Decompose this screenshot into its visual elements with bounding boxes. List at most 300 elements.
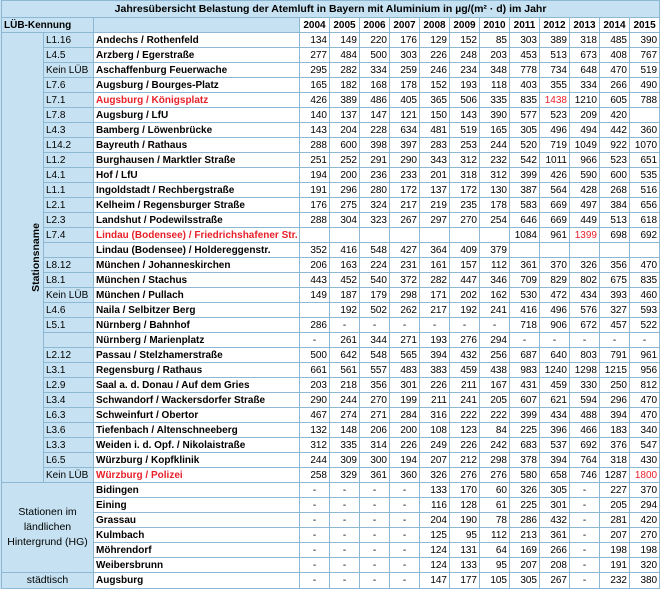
value-cell: 217 <box>390 198 420 213</box>
value-cell: 267 <box>390 213 420 228</box>
value-cell: 483 <box>390 363 420 378</box>
value-cell <box>330 228 360 243</box>
value-cell: 208 <box>540 558 570 573</box>
value-cell: - <box>300 573 330 589</box>
value-cell: 361 <box>540 528 570 543</box>
value-cell: 206 <box>360 423 390 438</box>
value-cell: 105 <box>480 573 510 589</box>
value-cell: 123 <box>450 423 480 438</box>
value-cell: - <box>570 483 600 498</box>
value-cell: 460 <box>630 288 660 303</box>
value-cell: - <box>360 498 390 513</box>
table-row <box>2 558 660 573</box>
value-cell: 600 <box>600 168 630 183</box>
value-cell: - <box>330 558 360 573</box>
table-row <box>2 483 660 498</box>
value-cell: 284 <box>390 408 420 423</box>
value-cell: 523 <box>540 108 570 123</box>
value-cell: 323 <box>360 213 390 228</box>
value-cell: 470 <box>630 258 660 273</box>
station-id: L7.1 <box>44 93 94 108</box>
value-cell: 137 <box>420 183 450 198</box>
value-cell: 420 <box>600 108 630 123</box>
value-cell: 121 <box>390 108 420 123</box>
value-cell: 1070 <box>630 138 660 153</box>
value-cell: 266 <box>540 543 570 558</box>
station-id: Kein LÜB <box>44 63 94 78</box>
value-cell: 268 <box>600 183 630 198</box>
value-cell: 485 <box>600 33 630 48</box>
value-cell <box>300 303 330 318</box>
value-cell <box>630 243 660 258</box>
value-cell: 470 <box>630 408 660 423</box>
value-cell: 746 <box>570 468 600 483</box>
value-cell: 271 <box>390 333 420 348</box>
value-cell: 340 <box>630 423 660 438</box>
year-header: 2009 <box>450 18 480 33</box>
kennung-header: LÜB-Kennung <box>2 18 94 33</box>
value-cell: 266 <box>600 78 630 93</box>
value-cell: 259 <box>390 63 420 78</box>
value-cell: 1011 <box>540 153 570 168</box>
value-cell: 590 <box>570 168 600 183</box>
value-cell: 427 <box>390 243 420 258</box>
year-header: 2012 <box>540 18 570 33</box>
value-cell: 169 <box>510 543 540 558</box>
value-cell: 244 <box>480 138 510 153</box>
table-row <box>2 33 660 48</box>
value-cell: 335 <box>480 93 510 108</box>
table-row <box>2 303 660 318</box>
value-cell: 270 <box>630 528 660 543</box>
year-header: 2004 <box>300 18 330 33</box>
value-cell: 1399 <box>570 228 600 243</box>
value-cell: 267 <box>540 573 570 589</box>
value-cell: 557 <box>360 363 390 378</box>
value-cell: 276 <box>450 333 480 348</box>
value-cell: 198 <box>630 543 660 558</box>
value-cell: 443 <box>300 273 330 288</box>
value-cell: 698 <box>600 228 630 243</box>
value-cell: 251 <box>300 153 330 168</box>
value-cell: - <box>390 483 420 498</box>
value-cell: 961 <box>540 228 570 243</box>
value-cell: - <box>390 528 420 543</box>
value-cell: 290 <box>300 393 330 408</box>
value-cell: 275 <box>330 198 360 213</box>
value-cell: 390 <box>630 33 660 48</box>
value-cell: 535 <box>630 168 660 183</box>
value-cell: 291 <box>360 153 390 168</box>
value-cell: 390 <box>480 108 510 123</box>
value-cell: 389 <box>540 33 570 48</box>
value-cell: 226 <box>450 438 480 453</box>
value-cell: 152 <box>420 78 450 93</box>
table-row <box>2 258 660 273</box>
value-cell: 274 <box>330 408 360 423</box>
value-cell: 108 <box>420 423 450 438</box>
value-cell: 249 <box>420 438 450 453</box>
value-cell: 232 <box>600 573 630 589</box>
value-cell: 428 <box>570 183 600 198</box>
value-cell: 447 <box>450 273 480 288</box>
station-name: Lindau (Bodensee) / Friedrichshafener Str. <box>94 228 300 243</box>
value-cell: 513 <box>600 213 630 228</box>
value-cell: 60 <box>480 483 510 498</box>
value-cell: 254 <box>480 213 510 228</box>
value-cell: 147 <box>360 108 390 123</box>
value-cell: 85 <box>480 33 510 48</box>
value-cell: 576 <box>570 303 600 318</box>
station-name: Grassau <box>94 513 300 528</box>
table-row <box>2 48 660 63</box>
year-header: 2005 <box>330 18 360 33</box>
value-cell: 228 <box>360 123 390 138</box>
value-cell: 112 <box>480 258 510 273</box>
value-cell: 607 <box>510 393 540 408</box>
value-cell: - <box>330 513 360 528</box>
value-cell: 262 <box>390 303 420 318</box>
station-id: L1.1 <box>44 183 94 198</box>
value-cell: 709 <box>510 273 540 288</box>
value-cell: 296 <box>330 183 360 198</box>
table-row <box>2 93 660 108</box>
value-cell: 370 <box>540 258 570 273</box>
value-cell: 242 <box>480 438 510 453</box>
value-cell: - <box>300 513 330 528</box>
value-cell: 222 <box>450 408 480 423</box>
value-cell: 125 <box>420 528 450 543</box>
year-header: 2011 <box>510 18 540 33</box>
value-cell: 502 <box>360 303 390 318</box>
value-cell: - <box>330 318 360 333</box>
value-cell: 244 <box>330 393 360 408</box>
value-cell: 326 <box>570 258 600 273</box>
table-row <box>2 213 660 228</box>
year-header: 2015 <box>630 18 660 33</box>
value-cell: 236 <box>360 168 390 183</box>
value-cell: 519 <box>450 123 480 138</box>
value-cell: 152 <box>450 33 480 48</box>
table-row <box>2 228 660 243</box>
station-id: L4.1 <box>44 168 94 183</box>
value-cell: 165 <box>480 123 510 138</box>
table-row <box>2 438 660 453</box>
value-cell: 420 <box>630 513 660 528</box>
value-cell: - <box>300 333 330 348</box>
value-cell: 393 <box>600 288 630 303</box>
value-cell: 348 <box>480 63 510 78</box>
value-cell: 372 <box>390 273 420 288</box>
year-header: 2013 <box>570 18 600 33</box>
value-cell: 314 <box>360 438 390 453</box>
value-cell: 294 <box>630 498 660 513</box>
station-id: Kein LÜB <box>44 288 94 303</box>
value-cell: 61 <box>480 498 510 513</box>
station-id: Kein LÜB <box>44 468 94 483</box>
value-cell: 219 <box>420 198 450 213</box>
station-name: Augsburg / LfU <box>94 108 300 123</box>
table-row <box>2 63 660 78</box>
value-cell: - <box>360 558 390 573</box>
value-cell: 352 <box>300 243 330 258</box>
value-cell: 207 <box>420 453 450 468</box>
value-cell: 200 <box>390 423 420 438</box>
value-cell: 276 <box>480 468 510 483</box>
group-label-hg: Stationen im ländlichen Hintergrund (HG) <box>2 483 94 573</box>
value-cell: 537 <box>540 438 570 453</box>
station-id: L3.4 <box>44 393 94 408</box>
station-name: Saal a. d. Donau / Auf dem Gries <box>94 378 300 393</box>
station-id: L3.6 <box>44 423 94 438</box>
value-cell: 383 <box>420 363 450 378</box>
value-cell: 466 <box>570 423 600 438</box>
value-cell: 642 <box>330 348 360 363</box>
value-cell: 140 <box>300 108 330 123</box>
value-cell: 397 <box>390 138 420 153</box>
value-cell: 150 <box>420 108 450 123</box>
table-row <box>2 498 660 513</box>
value-cell: 194 <box>300 168 330 183</box>
value-cell: 467 <box>300 408 330 423</box>
value-cell: 231 <box>390 258 420 273</box>
value-cell: 1800 <box>630 468 660 483</box>
value-cell: 356 <box>360 378 390 393</box>
value-cell: 457 <box>600 318 630 333</box>
value-cell: 241 <box>450 393 480 408</box>
value-cell: 829 <box>540 273 570 288</box>
value-cell: 600 <box>330 138 360 153</box>
value-cell: 692 <box>570 438 600 453</box>
value-cell: 211 <box>450 378 480 393</box>
value-cell: - <box>420 318 450 333</box>
value-cell: 481 <box>420 123 450 138</box>
value-cell: 364 <box>420 243 450 258</box>
value-cell: 320 <box>630 558 660 573</box>
value-cell: 261 <box>330 333 360 348</box>
title-row <box>2 1 660 18</box>
value-cell: 270 <box>450 213 480 228</box>
value-cell: 303 <box>510 33 540 48</box>
station-name: Augsburg / Königsplatz <box>94 93 300 108</box>
value-cell: 286 <box>510 513 540 528</box>
value-cell: 167 <box>480 378 510 393</box>
value-cell: 486 <box>360 93 390 108</box>
value-cell: 297 <box>420 213 450 228</box>
value-cell: 298 <box>480 453 510 468</box>
value-cell: 803 <box>570 348 600 363</box>
value-cell: 530 <box>510 288 540 303</box>
value-cell: 252 <box>330 153 360 168</box>
value-cell: 294 <box>480 333 510 348</box>
value-cell: 205 <box>600 498 630 513</box>
value-cell: 183 <box>600 423 630 438</box>
station-name: Hof / LfU <box>94 168 300 183</box>
station-name: München / Stachus <box>94 273 300 288</box>
station-id: L2.1 <box>44 198 94 213</box>
value-cell: 683 <box>510 438 540 453</box>
value-cell: 176 <box>300 198 330 213</box>
value-cell: 360 <box>390 468 420 483</box>
value-cell: - <box>570 513 600 528</box>
value-cell: 199 <box>390 393 420 408</box>
value-cell: 296 <box>600 393 630 408</box>
value-cell: 143 <box>300 123 330 138</box>
value-cell: 304 <box>330 213 360 228</box>
value-cell: - <box>540 333 570 348</box>
value-cell: 163 <box>330 258 360 273</box>
station-name: Weiden i. d. Opf. / Nikolaistraße <box>94 438 300 453</box>
value-cell: 288 <box>300 138 330 153</box>
value-cell: 226 <box>420 378 450 393</box>
table-row <box>2 528 660 543</box>
value-cell: 405 <box>390 93 420 108</box>
value-cell: 149 <box>330 33 360 48</box>
station-name: München / Pullach <box>94 288 300 303</box>
value-cell: 329 <box>330 468 360 483</box>
table-row <box>2 393 660 408</box>
value-cell: 561 <box>330 363 360 378</box>
value-cell: 182 <box>330 78 360 93</box>
table-row <box>2 348 660 363</box>
table-row <box>2 453 660 468</box>
station-name: München / Johanneskirchen <box>94 258 300 273</box>
value-cell: 191 <box>300 183 330 198</box>
value-cell: 270 <box>360 393 390 408</box>
value-cell: 490 <box>630 78 660 93</box>
value-cell: 394 <box>420 348 450 363</box>
value-cell: - <box>300 543 330 558</box>
value-cell: 640 <box>540 348 570 363</box>
station-name: Bidingen <box>94 483 300 498</box>
value-cell: 675 <box>600 273 630 288</box>
value-cell: 84 <box>480 423 510 438</box>
value-cell: 132 <box>300 423 330 438</box>
value-cell: 966 <box>570 153 600 168</box>
value-cell: - <box>570 558 600 573</box>
station-name: Landshut / Podewilsstraße <box>94 213 300 228</box>
value-cell: 360 <box>630 123 660 138</box>
value-cell: 356 <box>600 258 630 273</box>
station-name: Nürnberg / Marienplatz <box>94 333 300 348</box>
station-id: L3.1 <box>44 363 94 378</box>
table-row <box>2 333 660 348</box>
value-cell: 157 <box>450 258 480 273</box>
value-cell: 956 <box>630 363 660 378</box>
station-id: L2.12 <box>44 348 94 363</box>
value-cell: 305 <box>540 483 570 498</box>
value-cell: 335 <box>330 438 360 453</box>
value-cell: 380 <box>630 573 660 589</box>
value-cell: 282 <box>420 273 450 288</box>
value-cell: 194 <box>390 453 420 468</box>
value-cell: 906 <box>540 318 570 333</box>
value-cell: - <box>390 543 420 558</box>
value-cell: 232 <box>480 153 510 168</box>
value-cell: 281 <box>600 513 630 528</box>
value-cell: 398 <box>360 138 390 153</box>
station-name: Eining <box>94 498 300 513</box>
value-cell: 193 <box>420 333 450 348</box>
value-cell: - <box>390 573 420 589</box>
value-cell: - <box>390 318 420 333</box>
value-cell: 213 <box>510 528 540 543</box>
station-id: L7.4 <box>44 228 94 243</box>
value-cell: 470 <box>630 393 660 408</box>
station-id <box>44 243 94 258</box>
value-cell: 426 <box>540 168 570 183</box>
value-cell: 312 <box>300 438 330 453</box>
value-cell: 520 <box>510 138 540 153</box>
table-row <box>2 183 660 198</box>
station-name: Schwandorf / Wackersdorfer Straße <box>94 393 300 408</box>
value-cell: 394 <box>600 408 630 423</box>
table-row <box>2 123 660 138</box>
value-cell: - <box>360 513 390 528</box>
value-cell: 95 <box>480 558 510 573</box>
station-name: Kulmbach <box>94 528 300 543</box>
value-cell: 459 <box>540 378 570 393</box>
aluminium-deposition-table <box>1 0 660 589</box>
station-name: Augsburg / Bourges-Platz <box>94 78 300 93</box>
value-cell: 277 <box>300 48 330 63</box>
year-header: 2010 <box>480 18 510 33</box>
value-cell <box>300 228 330 243</box>
value-cell: 244 <box>300 453 330 468</box>
value-cell: 580 <box>510 468 540 483</box>
value-cell: 646 <box>510 213 540 228</box>
value-cell: 434 <box>540 408 570 423</box>
value-cell: 248 <box>450 48 480 63</box>
value-cell: - <box>450 318 480 333</box>
value-cell: - <box>330 528 360 543</box>
value-cell: 192 <box>330 303 360 318</box>
value-cell: 178 <box>480 198 510 213</box>
station-id: L5.1 <box>44 318 94 333</box>
table-row <box>2 138 660 153</box>
value-cell: 452 <box>330 273 360 288</box>
value-cell: 430 <box>630 453 660 468</box>
value-cell: 318 <box>570 33 600 48</box>
value-cell: 118 <box>480 78 510 93</box>
value-cell: 217 <box>420 303 450 318</box>
value-cell: 778 <box>510 63 540 78</box>
value-cell: 288 <box>300 213 330 228</box>
value-cell: 170 <box>450 483 480 498</box>
value-cell: 301 <box>390 378 420 393</box>
value-cell <box>600 243 630 258</box>
value-cell: 621 <box>540 393 570 408</box>
station-id: L6.5 <box>44 453 94 468</box>
value-cell: 651 <box>630 153 660 168</box>
value-cell: 283 <box>420 138 450 153</box>
value-cell: 1084 <box>510 228 540 243</box>
value-cell: 344 <box>360 333 390 348</box>
station-name: Bayreuth / Rathaus <box>94 138 300 153</box>
value-cell: 835 <box>630 273 660 288</box>
value-cell: 719 <box>540 138 570 153</box>
value-cell: 548 <box>360 348 390 363</box>
value-cell: 384 <box>600 198 630 213</box>
value-cell: 835 <box>510 93 540 108</box>
table-row <box>2 108 660 123</box>
value-cell: 148 <box>330 423 360 438</box>
value-cell: 305 <box>510 573 540 589</box>
header-row <box>2 18 660 33</box>
station-name: Naila / Selbitzer Berg <box>94 303 300 318</box>
value-cell: 922 <box>600 138 630 153</box>
value-cell: 241 <box>480 303 510 318</box>
